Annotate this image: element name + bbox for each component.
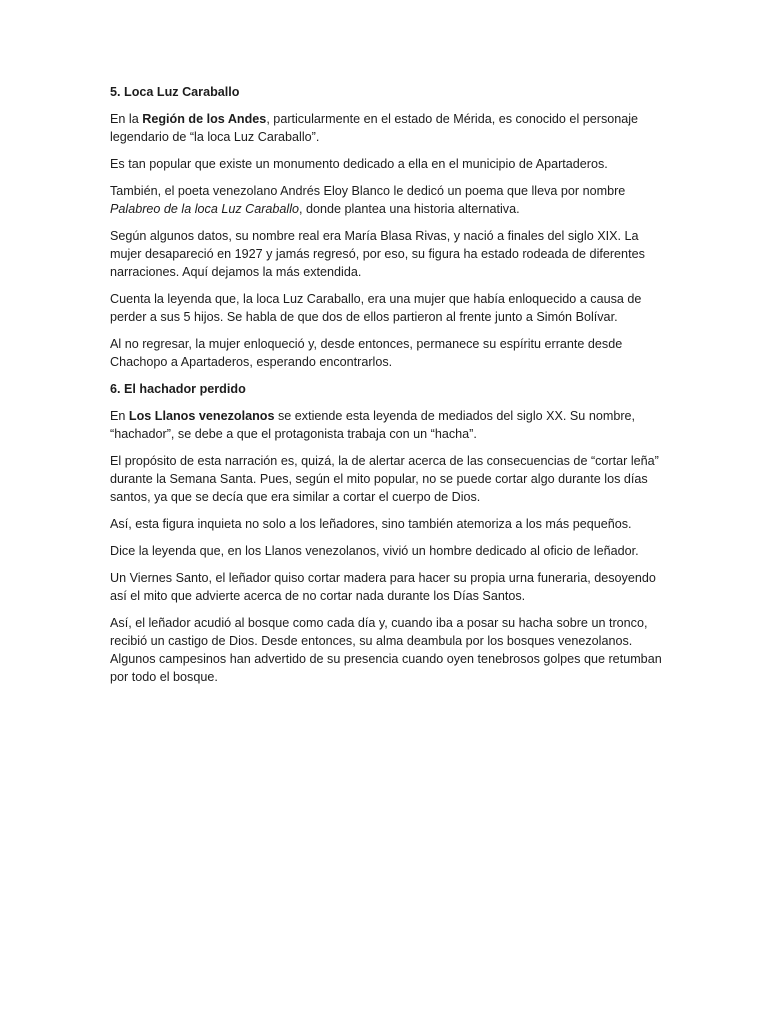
paragraph: Así, esta figura inquieta no solo a los leñadores, sino también atemoriza a los más pequeños. (110, 517, 632, 531)
paragraph: Según algunos datos, su nombre real era María Blasa Rivas, y nació a finales del siglo XIX. La mujer desapareció en 1927 y jamás regresó, por eso, su figura ha estado rodeada de diferentes narraciones. Aquí dejamos la más extendida. (110, 229, 645, 279)
paragraph: Cuenta la leyenda que, la loca Luz Caraballo, era una mujer que había enloquecido a causa de perder a sus 5 hijos. Se habla de que dos de ellos partieron al frente junto a Simón Bolívar. (110, 292, 642, 324)
paragraph-text: En la (110, 112, 143, 126)
paragraph: El propósito de esta narración es, quizá, la de alertar acerca de las consecuencias de “cortar leña” durante la Semana Santa. Pues, según el mito popular, no se puede cortar algo durante los días santos, ya que se decía que era similar a cortar el cuerpo de Dios. (110, 454, 659, 504)
paragraph (110, 110, 665, 146)
paragraph-text: , particularmente en el estado de Mérida, es conocido el personaje legendario de “la loca Luz Caraballo”. (110, 112, 639, 144)
document-body (110, 83, 665, 695)
paragraph-text: También, el poeta venezolano Andrés Eloy Blanco le dedicó un poema que lleva por nombre (110, 184, 626, 198)
bold-region-name: Región de los Andes (142, 112, 267, 126)
paragraph (110, 182, 665, 218)
paragraph: Así, el leñador acudió al bosque como cada día y, cuando iba a posar su hacha sobre un tronco, recibió un castigo de Dios. Desde entonces, su alma deambula por los bosques venezolanos. Algunos campesinos han advertido de su presencia cuando oyen tenebrosos golpes que retumban por todo el bosque. (110, 616, 662, 684)
italic-poem-title: Palabreo de la loca Luz Caraballo (110, 202, 300, 216)
paragraph: Dice la leyenda que, en los Llanos venezolanos, vivió un hombre dedicado al oficio de leñador. (110, 544, 639, 558)
paragraph (110, 407, 665, 443)
paragraph: Al no regresar, la mujer enloqueció y, desde entonces, permanece su espíritu errante desde Chachopo a Apartaderos, esperando encontrarlos. (110, 337, 623, 369)
paragraph-text: se extiende esta leyenda de mediados del siglo XX. Su nombre, “hachador”, se debe a que el protagonista trabaja con un “hacha”. (110, 409, 636, 441)
paragraph-text: , donde plantea una historia alternativa. (299, 202, 520, 216)
paragraph-text: En (110, 409, 129, 423)
paragraph: Es tan popular que existe un monumento dedicado a ella en el municipio de Apartaderos. (110, 157, 608, 171)
section-heading-loca-luz-caraballo: 5. Loca Luz Caraballo (110, 85, 240, 99)
section-heading-hachador-perdido: 6. El hachador perdido (110, 382, 246, 396)
bold-region-name: Los Llanos venezolanos (128, 409, 275, 423)
paragraph: Un Viernes Santo, el leñador quiso cortar madera para hacer su propia urna funeraria, desoyendo así el mito que advierte acerca de no cortar nada durante los Días Santos. (110, 571, 656, 603)
